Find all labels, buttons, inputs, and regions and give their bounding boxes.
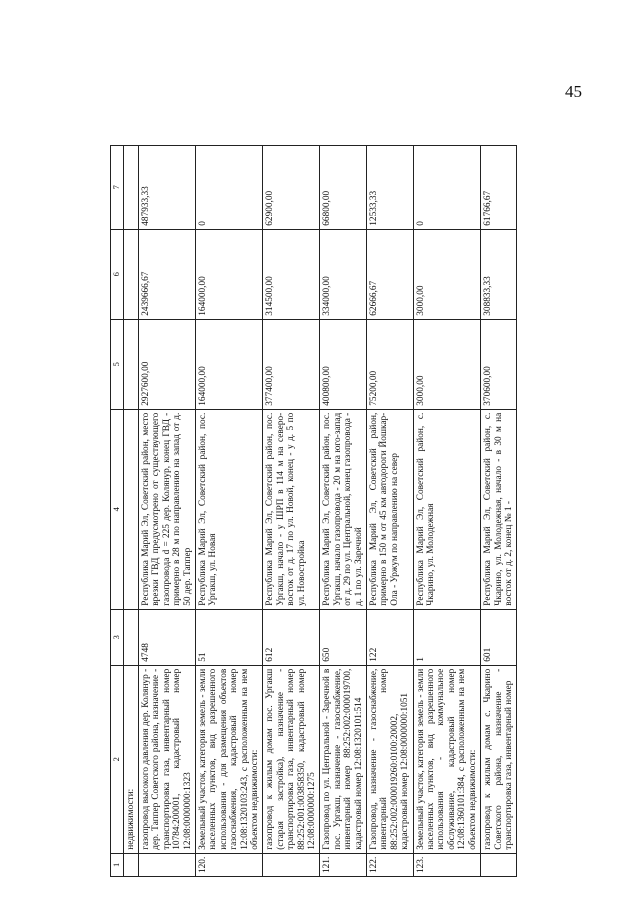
- value-col6: 164000,00: [195, 229, 262, 319]
- value-col7: 487933,33: [138, 145, 195, 229]
- table-row: [138, 145, 195, 876]
- header-row: [111, 145, 124, 876]
- value-col6: 308833,33: [481, 229, 517, 319]
- row-number: [138, 853, 195, 876]
- table-row: [367, 145, 414, 876]
- object-description: газопровод к жилым домам пос. Ургакш (старая застройка), назначение - транспортировка газа, инвентарный номер 88:252:001:003858350, кадастровый номер 12:08:0000000:1275: [263, 665, 320, 853]
- row-number: 120.: [195, 853, 262, 876]
- table-row: [195, 145, 262, 876]
- col-header: 3: [111, 609, 124, 665]
- extent: [123, 609, 138, 665]
- row-number: 123.: [413, 853, 480, 876]
- object-description: газопровод высокого давления дер. Колянур - дер. Таппер Советского района, назначение - транспортировка газа, инвентарный номер 10784:200001, кадастровый номер 12:08:0000000:1323: [138, 665, 195, 853]
- col-header: 7: [111, 145, 124, 229]
- object-description: Земельный участок, категория земель - земли населенных пунктов, вид разрешенного использования - для размещения объектов газоснабжения, кадастровый номер 12:08:1320103:243, с расположенным на нем объектом недвижимости:: [195, 665, 262, 853]
- address: Республика Марий Эл, Советский район, пос. Ургакш, начало газопровода - 20 м на юго-запад от д. 29 по ул. Центральной, конец газопровода - д. 1 по ул. Заречной: [320, 409, 367, 609]
- table-row: [413, 145, 480, 876]
- value-col5: 400800,00: [320, 319, 367, 409]
- value-col6: 3000,00: [413, 229, 480, 319]
- row-number: [123, 853, 138, 876]
- col-header: 1: [111, 853, 124, 876]
- col-header: 6: [111, 229, 124, 319]
- value-col5: 164000,00: [195, 319, 262, 409]
- table-row: [320, 145, 367, 876]
- value-col5: 2927600,00: [138, 319, 195, 409]
- col-header: 4: [111, 409, 124, 609]
- address: Республика Марий Эл, Советский район, место врезки ГВД предусмотрено от существующего газопровода d = 225 дер. Колянур, конец ГВД - примерно в 28 м по направлению на запад от д. 50 дер. Таппер: [138, 409, 195, 609]
- address: Республика Марий Эл, Советский район, пос. Ургакш, ул. Новая: [195, 409, 262, 609]
- object-description: Земельный участок, категория земель - земли населенных пунктов, вид разрешенного использования - коммунальное обслуживание, кадастровый номер 12:08:1360101:384, с расположенным на нем объектом недвижимости:: [413, 665, 480, 853]
- value-col7: 12533,33: [367, 145, 414, 229]
- extent: 601: [481, 609, 517, 665]
- row-number: 121.: [320, 853, 367, 876]
- col-header: 5: [111, 319, 124, 409]
- value-col5: 75200,00: [367, 319, 414, 409]
- object-description: газопровод к жилым домам с. Чкарино Советского района, назначение - транспортировка газа, инвентарный номер: [481, 665, 517, 853]
- row-number: [263, 853, 320, 876]
- row-number: [481, 853, 517, 876]
- property-table: [110, 145, 517, 877]
- table-row: [263, 145, 320, 876]
- col-header: 2: [111, 665, 124, 853]
- object-description: Газопровод, назначение - газоснабжение, инвентарный номер 88:252:002:000019260:0100:20002, кадастровый номер 12:08:0000000:1051: [367, 665, 414, 853]
- value-col5: [123, 319, 138, 409]
- extent: 122: [367, 609, 414, 665]
- value-col7: 0: [413, 145, 480, 229]
- value-col6: 62666,67: [367, 229, 414, 319]
- value-col7: 61766,67: [481, 145, 517, 229]
- address: [123, 409, 138, 609]
- object-description: недвижимости:: [123, 665, 138, 853]
- value-col7: [123, 145, 138, 229]
- address: Республика Марий Эл, Советский район, примерно в 150 м от 45 км автодороги Йошкар-Ола - Уржум по направлению на север: [367, 409, 414, 609]
- value-col5: 377400,00: [263, 319, 320, 409]
- table-row: [123, 145, 138, 876]
- extent: 650: [320, 609, 367, 665]
- table-row: [481, 145, 517, 876]
- address: Республика Марий Эл, Советский район, с. Чкарино, ул. Молодежная, начало - в 30 м на восток от д. 2, конец № 1 -: [481, 409, 517, 609]
- object-description: Газопровод по ул. Центральной - Заречной в пос. Ургакш, назначение - газоснабжение, инвентарный номер 88:252:002:000019700, кадастровый номер 12:08:1320101:514: [320, 665, 367, 853]
- extent: 1: [413, 609, 480, 665]
- value-col5: 370600,00: [481, 319, 517, 409]
- value-col7: 66800,00: [320, 145, 367, 229]
- address: Республика Марий Эл, Советский район, с. Чкарино, ул. Молодежная: [413, 409, 480, 609]
- value-col5: 3000,00: [413, 319, 480, 409]
- value-col6: 314500,00: [263, 229, 320, 319]
- address: Республика Марий Эл, Советский район, пос. Ургакш, начало - у ШРП в 114 м на северо-восток от д. 17 по ул. Новой, конец - у д. 5 по ул. Новостройка: [263, 409, 320, 609]
- value-col6: [123, 229, 138, 319]
- extent: 612: [263, 609, 320, 665]
- page-number: 45: [565, 82, 582, 101]
- row-number: 122.: [367, 853, 414, 876]
- extent: 4748: [138, 609, 195, 665]
- value-col6: 334000,00: [320, 229, 367, 319]
- value-col6: 2439666,67: [138, 229, 195, 319]
- extent: 51: [195, 609, 262, 665]
- value-col7: 62900,00: [263, 145, 320, 229]
- value-col7: 0: [195, 145, 262, 229]
